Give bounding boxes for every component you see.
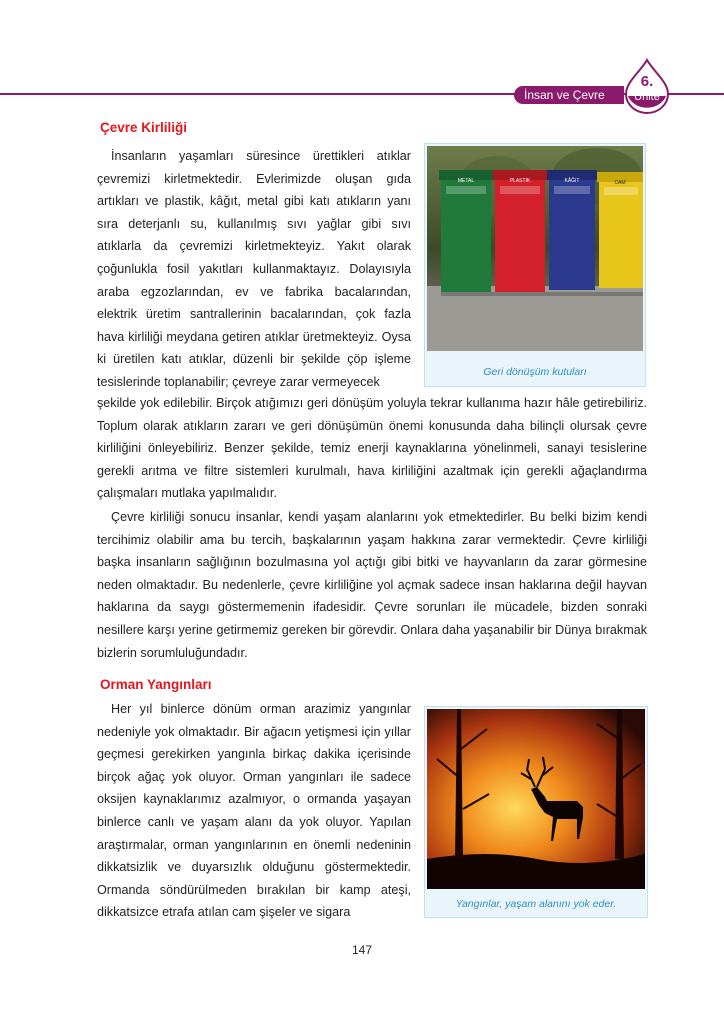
section-title-cevre-kirliligi: Çevre Kirliliği [100, 120, 188, 135]
forest-fire-deer-photo [427, 709, 645, 889]
chapter-title: İnsan ve Çevre [514, 86, 624, 104]
paragraph: Her yıl binlerce dönüm orman arazimiz yangınlar nedeniyle yok olmaktadır. Bir ağacın yetişmesi için yıllar geçmesi gerekirken yangınla birkaç dakika içerisinde birçok ağaç yok oluyor. Orman yangınları ile sadece oksijen kaynaklarımız azalmıyor, o ormanda yaşayan binlerce canlı ve yaşam alanı da yok oluyor. Yapılan araştırmalar, orman yangınlarının en önemli nedeninin dikkatsizlik ve duyarsızlık olduğunu göstermektedir. Ormanda söndürülmeden bırakılan bir kamp ateşi, dikkatsizce etrafa atılan cam şişeler ve sigara [97, 702, 411, 920]
paragraph: İnsanların yaşamları süresince ürettikleri atıklar çevremizi kirletmektedir. Evlerimizde oluşan gıda artıkları ve plastik, kâğıt, metal gibi katı atıkların yanı sıra deterjanlı su, kullanılmış sıvı yağlar gibi sıvı atıklarla da çevremizi kirletmekteyiz. Yakıt olarak çoğunlukla fosil yakıtları kullanmaktayız. Dolayısıyla araba egzozlarından, ev ve fabrika bacalarından, elektrik üretim santrallerinin bacalarından, çok fazla hava kirliliği meydana getiren atıklar üretmekteyiz. Oysa ki üretilen katı atıklar, düzenli bir şekilde çöp işleme tesislerinde toplanabilir; çevreye zarar vermeyecek [97, 149, 411, 389]
recycling-bins-photo [427, 146, 643, 351]
unit-number: 6. [640, 73, 654, 90]
figure-caption: Yangınlar, yaşam alanını yok eder. [455, 898, 617, 910]
paragraph-continued: şekilde yok edilebilir. Birçok atığımızı geri dönüşüm yoluyla tekrar kullanıma hazır hâle getirebiliriz. Toplum olarak atıkların zararı ve geri dönüşümün önemi konusunda daha bilinçli olursak çevre kirliliğini önleyebiliriz. Benzer şekilde, temiz enerji kaynaklarına yönelinmeli, sanayi tesislerine gerekli arıtma ve filtre sistemleri kurulmalı, hava kirliliğini azaltmak için gerekli ağaçlandırma çalışmaları mutlaka yapılmalıdır. [97, 396, 647, 501]
section-title-orman-yanginlari: Orman Yangınları [100, 677, 212, 692]
paragraph: Çevre kirliliği sonucu insanlar, kendi yaşam alanlarını yok etmektedirler. Bu belki bizim kendi tercihimiz olabilir ama bu tercih, başkalarının yaşam hakkına zarar vermektedir. Çevre kirliliği başka insanların sağlığının bozulmasına yol açtığı gibi bitki ve hayvanların da zarar görmesine neden olmaktadır. Bu nedenlerle, çevre kirliliğine yol açmak sadece insan haklarına değil hayvan haklarına da saygı göstermemenin ifadesidir. Çevre sorunları ile mücadele, bizden sonraki nesillere karşı yerine getirmemiz gereken bir görevdir. Onlara daha yaşanabilir bir Dünya bırakmak bizlerin sorumluluğundadır. [97, 510, 647, 660]
figure-caption: Geri dönüşüm kutuları [483, 366, 587, 378]
bin-label-kagit: KÂĞIT [564, 178, 580, 184]
bin-label-metal: METAL [457, 178, 475, 184]
page-number: 147 [351, 943, 373, 957]
bin-label-plastik: PLASTİK [509, 178, 531, 184]
bin-label-cam: CAM [614, 180, 626, 186]
unit-label: Ünite [634, 91, 660, 103]
